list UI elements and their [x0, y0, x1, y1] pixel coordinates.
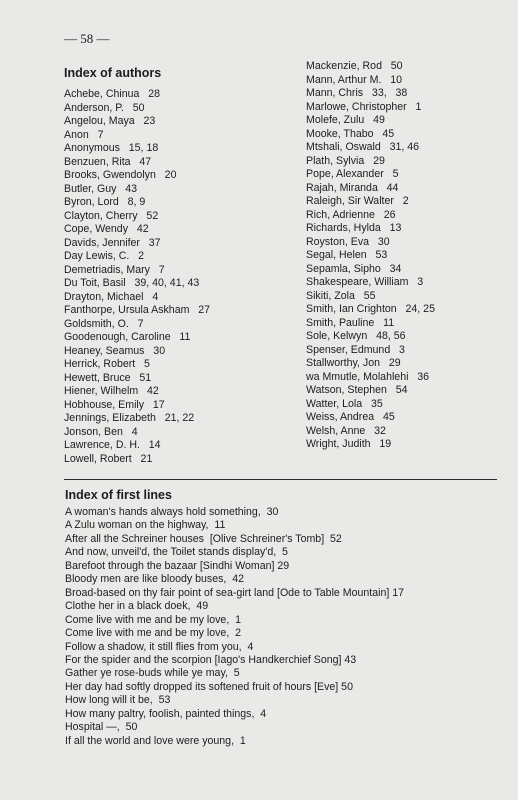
author-entry: Angelou, Maya 23 [64, 115, 156, 127]
author-entry: Butler, Guy 43 [64, 182, 138, 195]
authors-list-left [64, 88, 210, 466]
first-line-entry: And now, unveil'd, the Toilet stands display'd, 5 [65, 546, 288, 559]
first-line-entry: A Zulu woman on the highway, 11 [65, 519, 226, 532]
first-line-entry: If all the world and love were young, 1 [65, 734, 246, 747]
author-entry: Benzuen, Rita 47 [64, 155, 152, 168]
author-entry: Rich, Adrienne 26 [306, 208, 396, 221]
first-line-entry: Come live with me and be my love, 2 [65, 627, 242, 640]
author-entry: Molefe, Zulu 49 [306, 114, 385, 126]
first-line-entry: Gather ye rose-buds while ye may, 5 [65, 667, 240, 680]
author-entry: Anonymous 15, 18 [64, 142, 159, 154]
author-entry: Anderson, P. 50 [64, 101, 145, 114]
first-lines-list [65, 506, 404, 748]
author-entry: Hobhouse, Emily 17 [64, 398, 165, 411]
author-entry: Lowell, Robert 21 [64, 452, 153, 465]
author-entry: Davids, Jennifer 37 [64, 236, 161, 249]
author-entry: Heaney, Seamus 30 [64, 344, 166, 357]
author-entry: Wright, Judith 19 [306, 438, 392, 450]
author-entry: Watson, Stephen 54 [306, 384, 408, 396]
first-line-entry: How long will it be, 53 [65, 694, 171, 707]
author-entry: Herrick, Robert 5 [64, 358, 150, 370]
author-entry: Goodenough, Caroline 11 [64, 331, 191, 343]
first-line-entry: How many paltry, foolish, painted things, 4 [65, 707, 267, 720]
first-line-entry: Broad-based on thy fair point of sea-girt land [Ode to Table Mountain] 17 [65, 586, 405, 599]
authors-list-right [306, 60, 435, 452]
first-line-entry: Barefoot through the bazaar [Sindhi Woman] 29 [65, 559, 290, 572]
author-entry: Pope, Alexander 5 [306, 168, 399, 180]
first-lines-index-heading: Index of first lines [65, 488, 172, 502]
author-entry: Cope, Wendy 42 [64, 223, 149, 235]
author-entry: Richards, Hylda 13 [306, 222, 402, 234]
author-entry: Demetriadis, Mary 7 [64, 263, 165, 276]
first-line-entry: Bloody men are like bloody buses, 42 [65, 573, 245, 586]
author-entry: Hewett, Bruce 51 [64, 371, 152, 384]
author-entry: Welsh, Anne 32 [306, 424, 386, 437]
author-entry: Jonson, Ben 4 [64, 425, 138, 438]
first-line-entry: Hospital —, 50 [65, 721, 138, 734]
author-entry: Jennings, Elizabeth 21, 22 [64, 412, 195, 424]
author-entry: Day Lewis, C. 2 [64, 250, 145, 262]
author-entry: Byron, Lord 8, 9 [64, 196, 146, 208]
first-line-entry: Clothe her in a black doek, 49 [65, 600, 209, 613]
author-entry: Anon 7 [64, 128, 104, 141]
section-divider [64, 479, 497, 480]
author-entry: Brooks, Gwendolyn 20 [64, 169, 177, 181]
first-line-entry: A woman's hands always hold something, 30 [65, 506, 279, 518]
author-entry: Goldsmith, O. 7 [64, 317, 144, 330]
authors-index-heading: Index of authors [64, 66, 162, 80]
author-entry: Mtshali, Oswald 31, 46 [306, 141, 420, 153]
author-entry: Drayton, Michael 4 [64, 290, 159, 303]
first-line-entry: After all the Schreiner houses [Olive Schreiner's Tomb] 52 [65, 532, 342, 545]
author-entry: Achebe, Chinua 28 [64, 88, 161, 100]
author-entry: Marlowe, Christopher 1 [306, 100, 422, 113]
author-entry: Segal, Helen 53 [306, 249, 388, 261]
author-entry: Shakespeare, William 3 [306, 276, 424, 288]
author-entry: Stallworthy, Jon 29 [306, 357, 401, 369]
author-entry: Lawrence, D. H. 14 [64, 439, 161, 451]
author-entry: Watter, Lola 35 [306, 397, 383, 410]
page-number: — 58 — [64, 31, 110, 46]
author-entry: Plath, Sylvia 29 [306, 154, 385, 167]
author-entry: Smith, Ian Crighton 24, 25 [306, 303, 435, 315]
first-line-entry: Come live with me and be my love, 1 [65, 613, 242, 626]
author-entry: Mann, Chris 33, 38 [306, 87, 408, 99]
first-line-entry: Her day had softly dropped its softened fruit of hours [Eve] 50 [65, 680, 353, 693]
author-entry: Hiener, Wilhelm 42 [64, 385, 159, 397]
author-entry: Rajah, Miranda 44 [306, 181, 399, 194]
author-entry: Clayton, Cherry 52 [64, 209, 159, 222]
author-entry: Sepamla, Sipho 34 [306, 262, 402, 275]
author-entry: wa Mmutle, Molahlehi 36 [306, 370, 430, 383]
author-entry: Spenser, Edmund 3 [306, 343, 405, 356]
author-entry: Mooke, Thabo 45 [306, 127, 395, 140]
author-entry: Fanthorpe, Ursula Askham 27 [64, 304, 211, 316]
first-line-entry: For the spider and the scorpion [Iago's Handkerchief Song] 43 [65, 653, 357, 666]
author-entry: Smith, Pauline 11 [306, 316, 395, 329]
author-entry: Mackenzie, Rod 50 [306, 60, 403, 72]
author-entry: Mann, Arthur M. 10 [306, 73, 402, 86]
author-entry: Royston, Eva 30 [306, 235, 390, 248]
author-entry: Sole, Kelwyn 48, 56 [306, 330, 406, 342]
author-entry: Weiss, Andrea 45 [306, 411, 395, 423]
author-entry: Du Toit, Basil 39, 40, 41, 43 [64, 277, 200, 289]
author-entry: Raleigh, Sir Walter 2 [306, 195, 409, 207]
author-entry: Sikiti, Zola 55 [306, 289, 376, 302]
first-line-entry: Follow a shadow, it still flies from you, 4 [65, 640, 254, 653]
